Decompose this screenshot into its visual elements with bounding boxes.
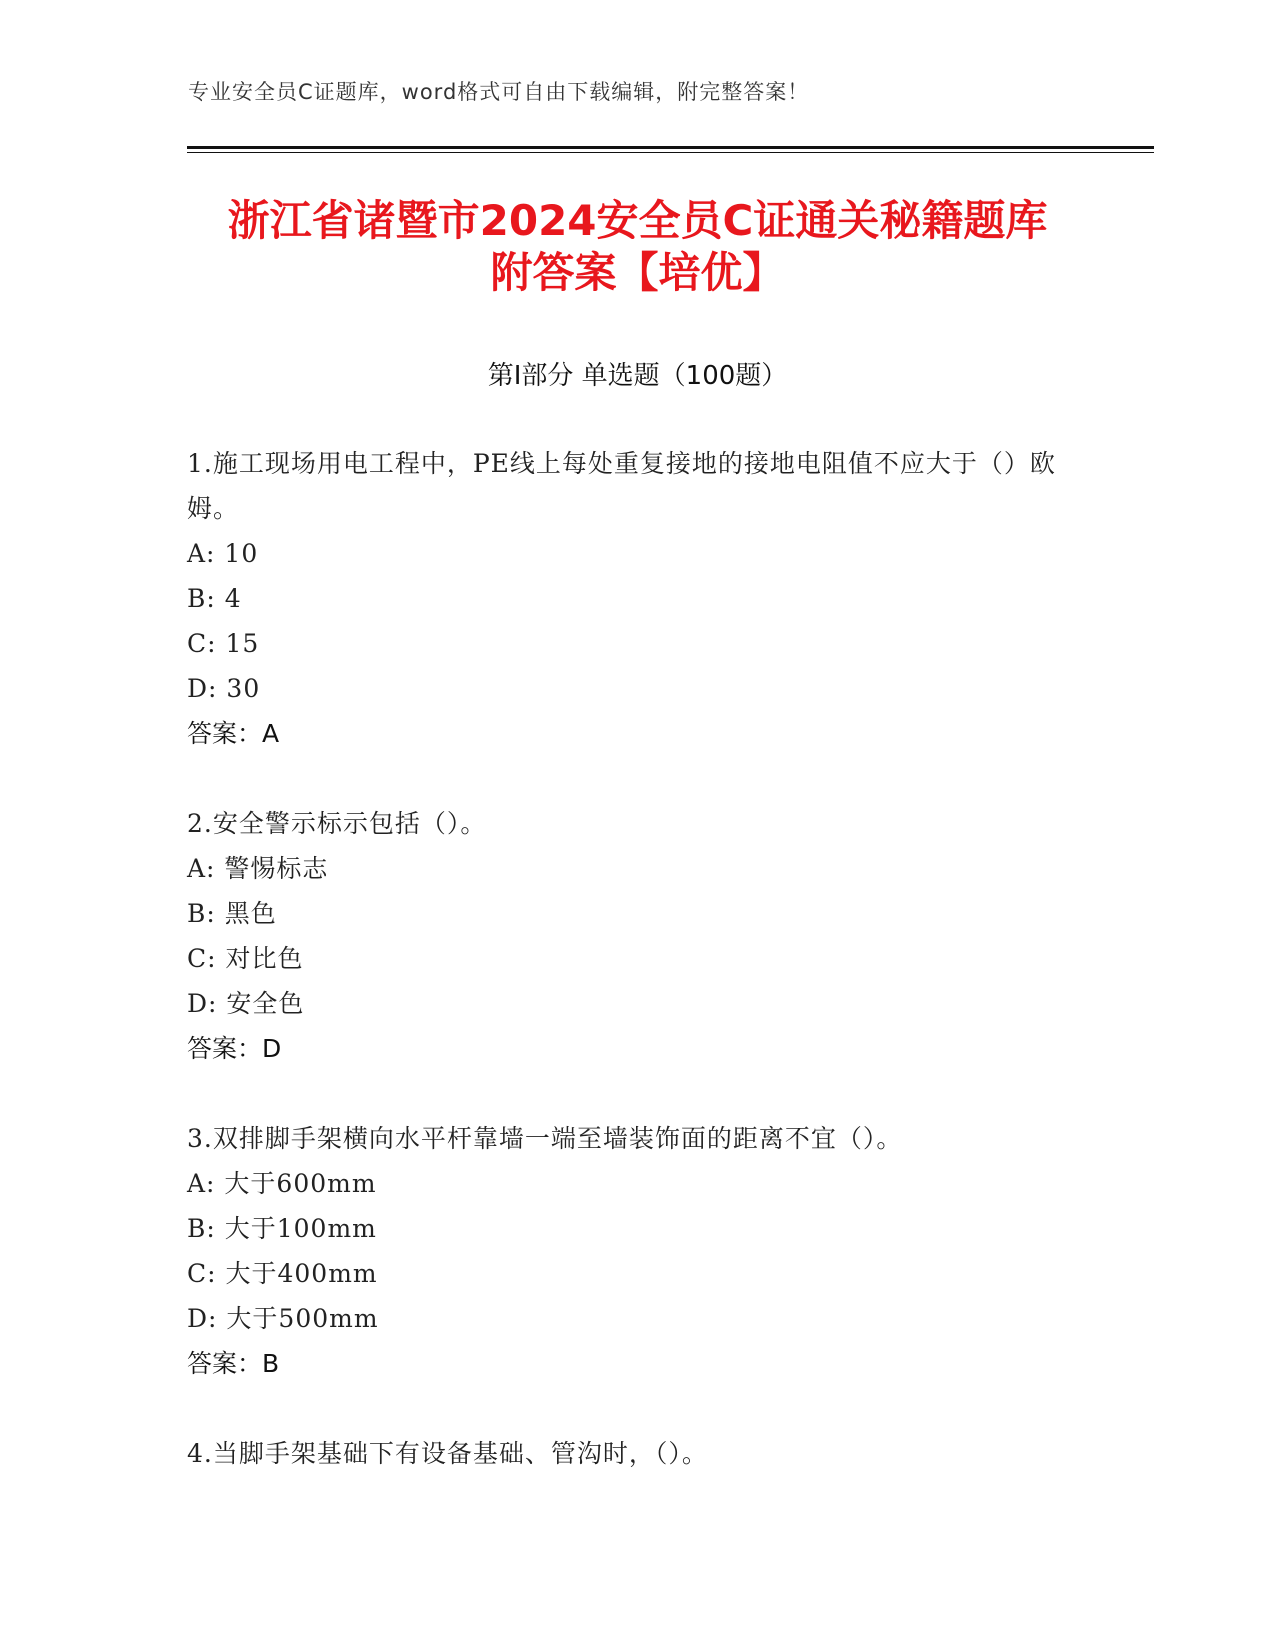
question-stem: 1.施工现场用电工程中，PE线上每处重复接地的接地电阻值不应大于（）欧姆。	[187, 449, 1056, 523]
document-title-line-1: 浙江省诸暨市2024安全员C证通关秘籍题库	[227, 196, 1048, 245]
option-c: C: 15	[187, 629, 260, 658]
option-b: B: 大于100mm	[187, 1214, 377, 1243]
answer-line: 答案：B	[187, 1349, 280, 1378]
document-title	[0, 195, 1275, 299]
answer-line: 答案：D	[187, 1034, 282, 1063]
option-b: B: 4	[187, 584, 242, 613]
question-stem: 3.双排脚手架横向水平杆靠墙一端至墙装饰面的距离不宜（）。	[187, 1124, 903, 1153]
header-note: 专业安全员C证题库，word格式可自由下载编辑，附完整答案！	[188, 80, 810, 104]
question-4	[187, 1431, 1067, 1476]
answer-line: 答案：A	[187, 719, 280, 748]
option-d: D: 30	[187, 674, 261, 703]
question-2	[187, 801, 1067, 1071]
document-title-line-2: 附答案【培优】	[490, 248, 785, 297]
question-1	[187, 441, 1067, 756]
question-list	[187, 441, 1067, 1521]
header-rule-thin	[187, 152, 1154, 153]
option-a: A: 大于600mm	[187, 1169, 377, 1198]
section-title: 第Ⅰ部分 单选题（100题）	[487, 361, 788, 391]
option-b: B: 黑色	[187, 899, 277, 928]
option-c: C: 大于400mm	[187, 1259, 378, 1288]
option-d: D: 大于500mm	[187, 1304, 379, 1333]
option-a: A: 警惕标志	[187, 854, 329, 883]
question-3	[187, 1116, 1067, 1386]
question-stem: 4.当脚手架基础下有设备基础、管沟时，（）。	[187, 1439, 708, 1468]
question-stem: 2.安全警示标示包括（）。	[187, 809, 487, 838]
header-rule-thick	[187, 146, 1154, 149]
option-d: D: 安全色	[187, 989, 305, 1018]
option-c: C: 对比色	[187, 944, 304, 973]
option-a: A: 10	[187, 539, 259, 568]
